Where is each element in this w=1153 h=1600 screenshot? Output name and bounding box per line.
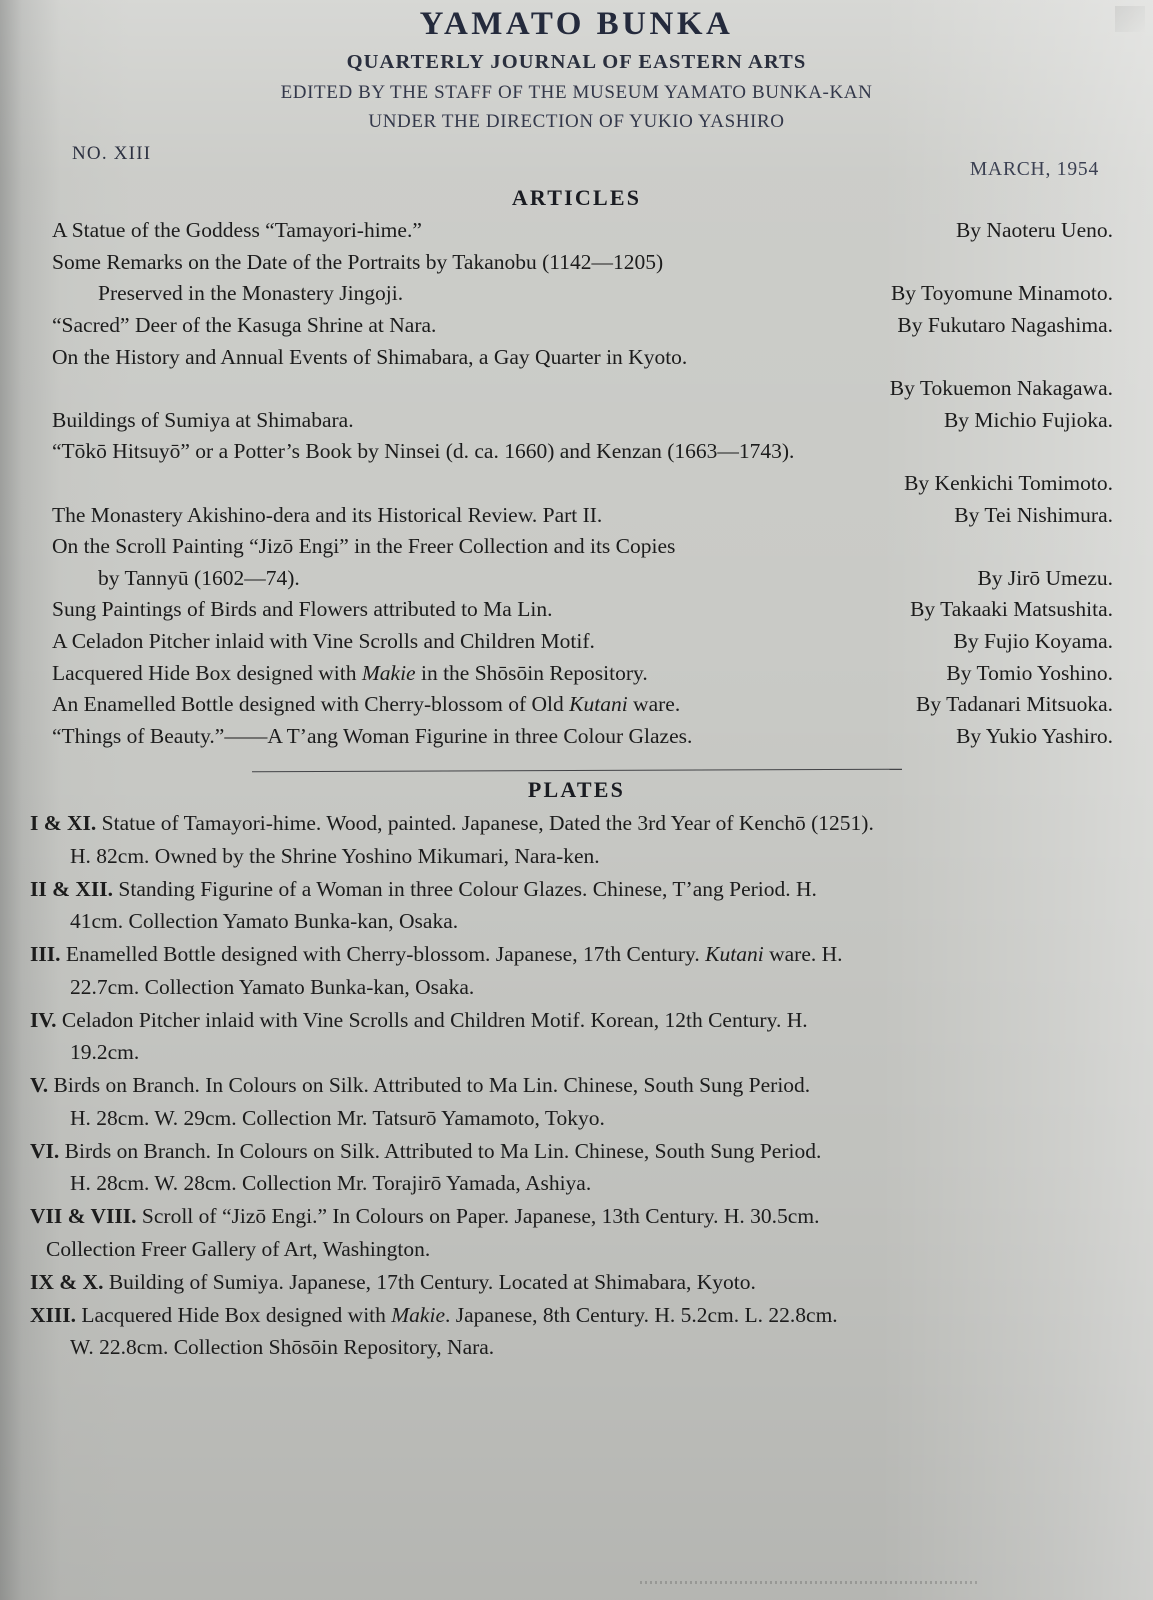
plate-number: I & XI. xyxy=(30,811,97,836)
article-author: By Yukio Yashiro. xyxy=(956,723,1113,748)
plate-number: V. xyxy=(30,1073,49,1098)
masthead xyxy=(0,0,1153,133)
plate-entry xyxy=(30,873,1135,938)
article-title: “Sacred” Deer of the Kasuga Shrine at Nara. xyxy=(52,313,437,338)
plate-entry xyxy=(30,1266,1135,1298)
article-author: By Naoteru Ueno. xyxy=(955,218,1113,243)
article-entry xyxy=(52,626,1113,658)
journal-title: YAMATO BUNKA xyxy=(419,6,734,42)
article-title: Some Remarks on the Date of the Portraits by Takanobu (1142—1205) xyxy=(52,249,664,274)
article-entry xyxy=(52,658,1113,690)
plate-number: II & XII. xyxy=(30,876,114,901)
plate-entry xyxy=(30,1200,1135,1265)
article-entry xyxy=(52,689,1113,721)
plate-description: Birds on Branch. In Colours on Silk. Attributed to Ma Lin. Chinese, South Sung Period. xyxy=(48,1073,811,1098)
plate-description: Enamelled Bottle designed with Cherry-blossom. Japanese, 17th Century. Kutani ware. H. xyxy=(60,942,843,967)
plate-description: Scroll of “Jizō Engi.” In Colours on Paper. Japanese, 13th Century. H. 30.5cm. xyxy=(136,1204,820,1229)
article-author: By Tokuemon Nakagawa. xyxy=(889,376,1113,401)
article-title: A Statue of the Goddess “Tamayori-hime.” xyxy=(52,218,422,243)
article-title: “Things of Beauty.”——A T’ang Woman Figurine in three Colour Glazes. xyxy=(52,723,693,748)
issue-line xyxy=(0,137,1153,183)
article-entry xyxy=(52,721,1113,753)
articles-list xyxy=(0,215,1153,752)
article-title: by Tannyū (1602—74). xyxy=(98,565,300,590)
article-author: By Kenkichi Tomimoto. xyxy=(904,471,1113,496)
plate-number: III. xyxy=(30,942,61,967)
journal-subtitle: QUARTERLY JOURNAL OF EASTERN ARTS xyxy=(346,50,807,73)
article-entry xyxy=(52,373,1113,405)
plate-number: XIII. xyxy=(30,1303,77,1328)
article-entry xyxy=(52,310,1113,342)
article-title: Buildings of Sumiya at Shimabara. xyxy=(52,407,354,432)
plate-entry xyxy=(30,1069,1135,1134)
scan-artifact-corner xyxy=(1115,6,1145,32)
plate-description-continued: 19.2cm. xyxy=(70,1040,140,1065)
article-entry xyxy=(52,342,1113,374)
plate-description-continued: H. 28cm. W. 28cm. Collection Mr. Torajirō Yamada, Ashiya. xyxy=(70,1171,592,1196)
article-author: By Fujio Koyama. xyxy=(953,628,1113,653)
journal-direction: UNDER THE DIRECTION OF YUKIO YASHIRO xyxy=(368,111,785,133)
plate-description-continued: H. 28cm. W. 29cm. Collection Mr. Tatsurō Yamamoto, Tokyo. xyxy=(70,1105,605,1130)
article-title: A Celadon Pitcher inlaid with Vine Scrolls and Children Motif. xyxy=(52,628,595,653)
article-title: On the Scroll Painting “Jizō Engi” in the Freer Collection and its Copies xyxy=(52,534,676,559)
plate-description: Building of Sumiya. Japanese, 17th Century. Located at Shimabara, Kyoto. xyxy=(103,1269,756,1294)
article-entry xyxy=(52,563,1113,595)
article-entry xyxy=(52,594,1113,626)
article-entry xyxy=(52,531,1113,563)
article-author: By Tomio Yoshino. xyxy=(946,660,1113,685)
journal-edited-by: EDITED BY THE STAFF OF THE MUSEUM YAMATO BUNKA-KAN xyxy=(280,82,873,104)
article-author: By Takaaki Matsushita. xyxy=(910,597,1113,622)
article-title: Lacquered Hide Box designed with Makie in the Shōsōin Repository. xyxy=(52,660,648,685)
article-author: By Toyomune Minamoto. xyxy=(890,281,1113,306)
plate-number: IV. xyxy=(30,1007,57,1032)
plate-entry xyxy=(30,807,1135,872)
article-title: Sung Paintings of Birds and Flowers attributed to Ma Lin. xyxy=(52,597,553,622)
article-title: Preserved in the Monastery Jingoji. xyxy=(98,281,404,306)
article-entry xyxy=(52,500,1113,532)
article-author: By Tei Nishimura. xyxy=(954,502,1113,527)
plate-description: Statue of Tamayori-hime. Wood, painted. Japanese, Dated the 3rd Year of Kenchō (1251). xyxy=(96,811,874,836)
section-divider xyxy=(252,769,902,772)
article-entry xyxy=(52,247,1113,279)
plates-list xyxy=(0,807,1153,1363)
plate-entry xyxy=(30,1004,1135,1069)
issue-date: MARCH, 1954 xyxy=(969,159,1099,181)
plate-description: Celadon Pitcher inlaid with Vine Scrolls and Children Motif. Korean, 12th Century. H. xyxy=(56,1007,808,1032)
article-author: By Michio Fujioka. xyxy=(943,407,1113,432)
article-title: An Enamelled Bottle designed with Cherry-blossom of Old Kutani ware. xyxy=(52,692,681,717)
plate-description-continued: 22.7cm. Collection Yamato Bunka-kan, Osaka. xyxy=(70,974,475,999)
issue-number: NO. XIII xyxy=(72,143,152,165)
plate-description-continued: 41cm. Collection Yamato Bunka-kan, Osaka. xyxy=(70,909,459,934)
plate-description: Lacquered Hide Box designed with Makie. Japanese, 8th Century. H. 5.2cm. L. 22.8cm. xyxy=(76,1303,838,1328)
article-author: By Jirō Umezu. xyxy=(977,565,1113,590)
plate-description-continued: Collection Freer Gallery of Art, Washington. xyxy=(46,1236,431,1261)
plate-description: Birds on Branch. In Colours on Silk. Attributed to Ma Lin. Chinese, South Sung Period. xyxy=(59,1138,822,1163)
article-entry xyxy=(52,215,1113,247)
plate-entry xyxy=(30,938,1135,1003)
article-entry xyxy=(52,436,1113,468)
article-entry xyxy=(52,278,1113,310)
plate-entry xyxy=(30,1299,1135,1364)
plate-number: IX & X. xyxy=(30,1269,104,1294)
article-author: By Tadanari Mitsuoka. xyxy=(916,692,1113,717)
plate-description-continued: H. 82cm. Owned by the Shrine Yoshino Mikumari, Nara-ken. xyxy=(70,843,600,868)
plate-number: VI. xyxy=(30,1138,60,1163)
article-entry xyxy=(52,468,1113,500)
article-title: “Tōkō Hitsuyō” or a Potter’s Book by Ninsei (d. ca. 1660) and Kenzan (1663—1743). xyxy=(52,439,795,464)
plate-description-continued: W. 22.8cm. Collection Shōsōin Repository, Nara. xyxy=(70,1335,495,1360)
article-author: By Fukutaro Nagashima. xyxy=(897,313,1113,338)
article-title: The Monastery Akishino-dera and its Historical Review. Part II. xyxy=(52,502,603,527)
plates-heading: PLATES xyxy=(527,777,626,803)
plate-entry xyxy=(30,1135,1135,1200)
plate-description: Standing Figurine of a Woman in three Colour Glazes. Chinese, T’ang Period. H. xyxy=(113,876,817,901)
scan-artifact-dots xyxy=(640,1581,980,1584)
articles-heading: ARTICLES xyxy=(511,185,642,211)
article-entry xyxy=(52,405,1113,437)
article-title: On the History and Annual Events of Shimabara, a Gay Quarter in Kyoto. xyxy=(52,344,688,369)
plate-number: VII & VIII. xyxy=(30,1204,137,1229)
